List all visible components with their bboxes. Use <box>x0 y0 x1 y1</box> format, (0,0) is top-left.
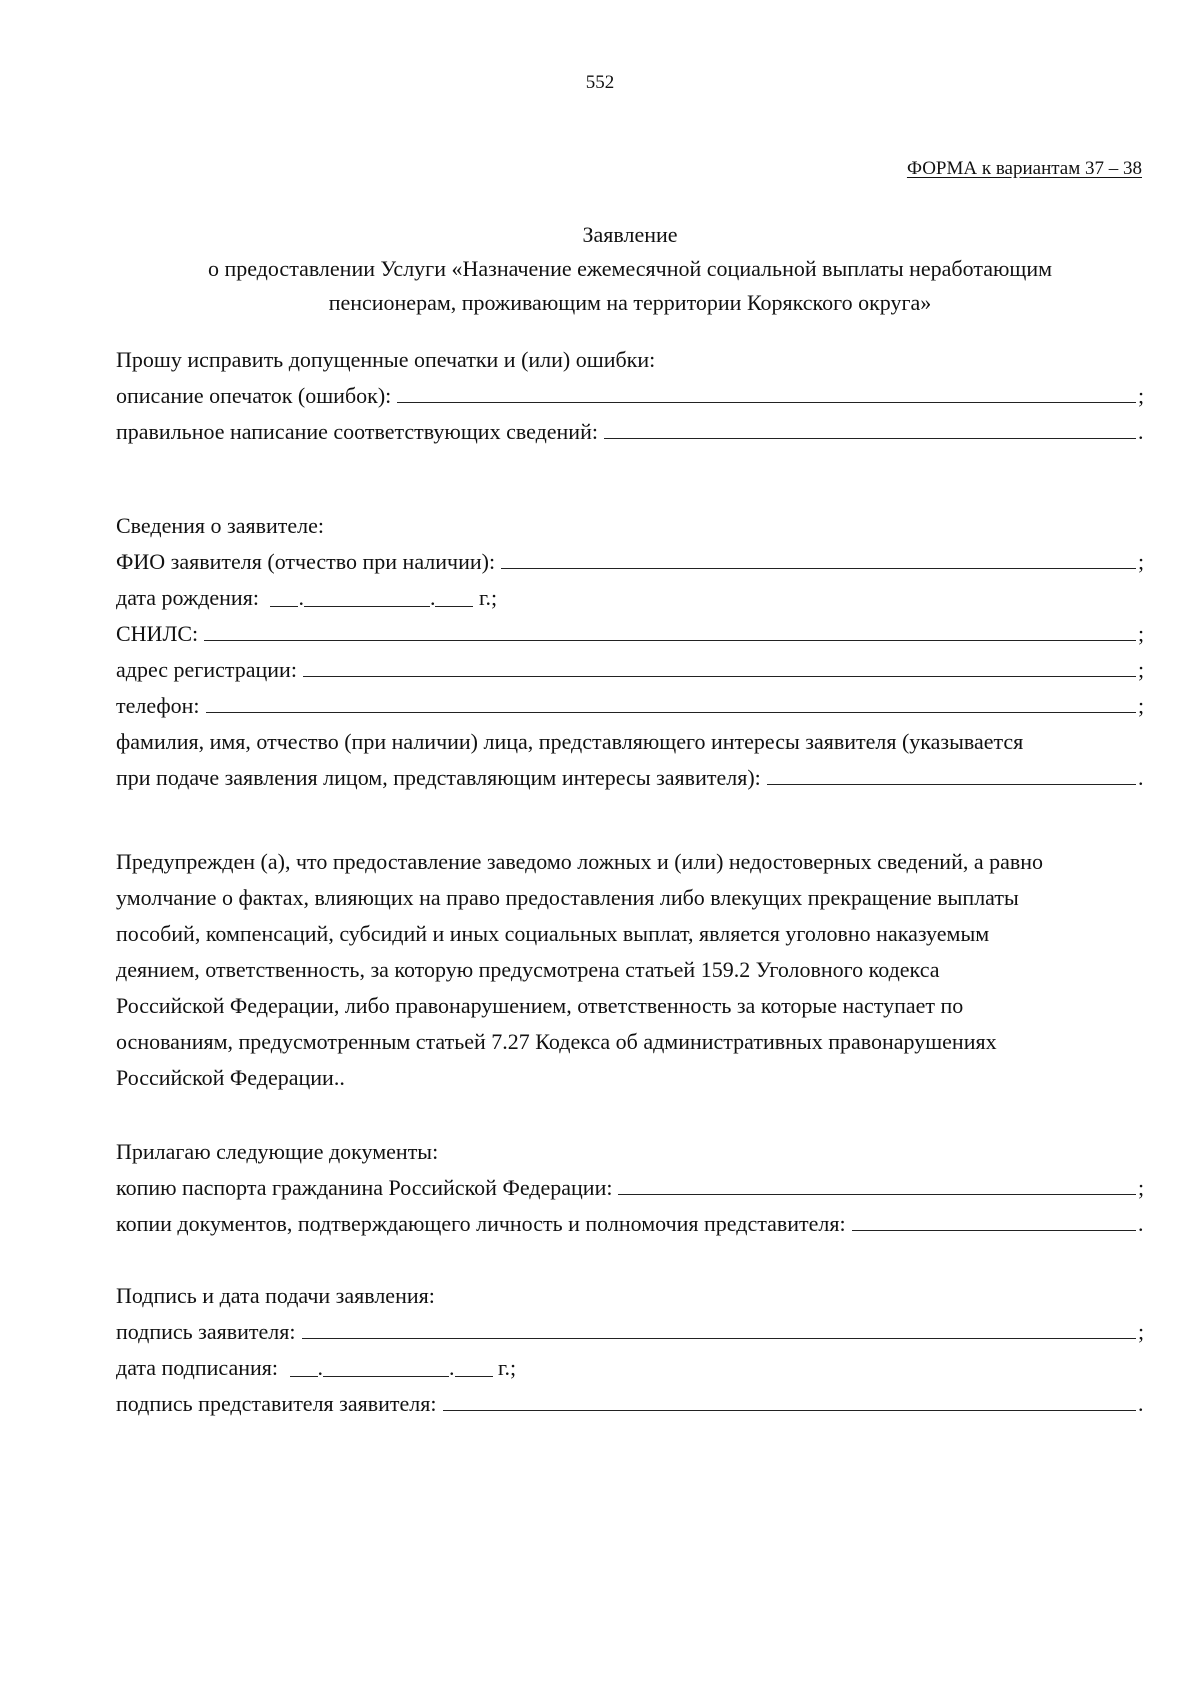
rep-docs-label: копии документов, подтверждающего личность и полномочия представителя: <box>116 1211 846 1236</box>
form-reference: ФОРМА к вариантам 37 – 38 <box>906 158 1142 179</box>
fio-field[interactable] <box>501 544 1136 569</box>
rep-docs-line <box>116 1206 1146 1242</box>
representative-signature-label: подпись представителя заявителя: <box>116 1391 437 1416</box>
representative-label: при подаче заявления лицом, представляющим интересы заявителя): <box>116 765 761 790</box>
passport-line <box>116 1170 1146 1206</box>
snils-field[interactable] <box>204 616 1136 641</box>
applicant-signature-label: подпись заявителя: <box>116 1319 296 1344</box>
applicant-signature-line <box>116 1314 1146 1350</box>
snils-end: ; <box>1138 621 1145 646</box>
signing-month-field[interactable] <box>323 1354 449 1377</box>
title-line-1: Заявление <box>582 222 678 247</box>
birth-date-line <box>116 580 1146 616</box>
rep-docs-field[interactable] <box>852 1206 1136 1231</box>
signing-date-field[interactable] <box>284 1350 493 1386</box>
signing-date-label: дата подписания: <box>116 1355 278 1380</box>
description-line <box>116 378 1146 414</box>
warning-line: Российской Федерации, либо правонарушением, ответственность за которые наступает по <box>116 993 964 1018</box>
snils-line <box>116 616 1146 652</box>
warning-line: Российской Федерации.. <box>116 1065 345 1090</box>
snils-label: СНИЛС: <box>116 621 199 646</box>
passport-end: ; <box>1138 1175 1145 1200</box>
rep-docs-end: . <box>1138 1211 1144 1236</box>
passport-label: копию паспорта гражданина Российской Федерации: <box>116 1175 613 1200</box>
signature-section <box>116 1278 1146 1422</box>
signing-date-sep-1: . <box>317 1355 323 1380</box>
representative-signature-line <box>116 1386 1146 1422</box>
address-line <box>116 652 1146 688</box>
birth-date-field[interactable] <box>264 580 473 616</box>
address-field[interactable] <box>303 652 1136 677</box>
representative-signature-end: . <box>1138 1391 1144 1416</box>
applicant-signature-field[interactable] <box>302 1314 1136 1339</box>
warning-line: Предупрежден (а), что предоставление заведомо ложных и (или) недостоверных сведений, а равно <box>116 849 1044 874</box>
birth-date-label: дата рождения: <box>116 585 259 610</box>
birth-date-suffix: г.; <box>478 585 498 610</box>
signature-heading: Подпись и дата подачи заявления: <box>116 1283 435 1308</box>
description-end: ; <box>1138 383 1145 408</box>
signing-date-sep-2: . <box>449 1355 455 1380</box>
birth-month-field[interactable] <box>304 584 430 607</box>
document-title <box>110 218 1150 320</box>
correct-spelling-end: . <box>1138 419 1144 444</box>
warning-line: пособий, компенсаций, субсидий и иных социальных выплат, является уголовно наказуемым <box>116 921 990 946</box>
phone-field[interactable] <box>206 688 1136 713</box>
correct-spelling-label: правильное написание соответствующих сведений: <box>116 419 598 444</box>
signing-day-field[interactable] <box>290 1354 318 1377</box>
representative-line-2 <box>116 760 1146 796</box>
signing-date-line <box>116 1350 1146 1386</box>
liability-warning <box>116 844 1156 1096</box>
title-line-3: пенсионерам, проживающим на территории Корякского округа» <box>328 290 932 315</box>
representative-end: . <box>1138 765 1144 790</box>
representative-signature-field[interactable] <box>443 1386 1137 1411</box>
warning-line: основаниям, предусмотренным статьей 7.27 Кодекса об административных правонарушениях <box>116 1029 997 1054</box>
representative-line-1: фамилия, имя, отчество (при наличии) лица, представляющего интересы заявителя (указывается <box>116 729 1024 754</box>
applicant-signature-end: ; <box>1138 1319 1145 1344</box>
warning-line: деянием, ответственность, за которую предусмотрена статьей 159.2 Уголовного кодекса <box>116 957 940 982</box>
attachments-section <box>116 1134 1146 1242</box>
warning-line: умолчание о фактах, влияющих на право предоставления либо влекущих прекращение выплаты <box>116 885 1019 910</box>
applicant-section <box>116 508 1146 796</box>
birth-year-field[interactable] <box>435 584 473 607</box>
correct-spelling-line <box>116 414 1146 450</box>
corrections-section <box>116 342 1146 450</box>
birth-date-sep-1: . <box>298 585 304 610</box>
representative-field[interactable] <box>767 760 1136 785</box>
applicant-heading: Сведения о заявителе: <box>116 513 325 538</box>
corrections-heading: Прошу исправить допущенные опечатки и (или) ошибки: <box>116 347 656 372</box>
phone-label: телефон: <box>116 693 200 718</box>
fio-line <box>116 544 1146 580</box>
description-field[interactable] <box>397 378 1136 403</box>
birth-day-field[interactable] <box>270 584 298 607</box>
signing-year-field[interactable] <box>455 1354 493 1377</box>
title-line-2: о предоставлении Услуги «Назначение ежемесячной социальной выплаты неработающим <box>207 256 1053 281</box>
fio-label: ФИО заявителя (отчество при наличии): <box>116 549 496 574</box>
description-label: описание опечаток (ошибок): <box>116 383 392 408</box>
correct-spelling-field[interactable] <box>604 414 1136 439</box>
phone-line <box>116 688 1146 724</box>
phone-end: ; <box>1138 693 1145 718</box>
signing-date-suffix: г.; <box>498 1355 517 1380</box>
address-end: ; <box>1138 657 1145 682</box>
page-number: 552 <box>585 72 615 93</box>
birth-date-sep-2: . <box>429 585 436 610</box>
address-label: адрес регистрации: <box>116 657 297 682</box>
passport-field[interactable] <box>618 1170 1136 1195</box>
fio-end: ; <box>1138 549 1145 574</box>
attachments-heading: Прилагаю следующие документы: <box>116 1139 439 1164</box>
